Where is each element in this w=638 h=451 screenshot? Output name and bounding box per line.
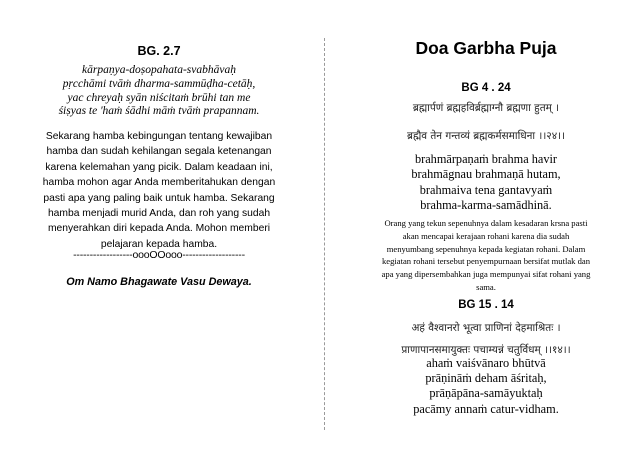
- translation-line: karena kelemahan yang picik. Dalam keadaan ini,: [45, 161, 273, 173]
- devanagari-verse-15-14: [334, 317, 638, 361]
- translation-4-24: [334, 217, 638, 294]
- translation-line: hamba dan sudah kehilangan segala ketenangan: [46, 146, 272, 158]
- devanagari-verse-4-24-2: [334, 129, 638, 144]
- translit-line: prāṇāpāna-samāyuktaḥ: [429, 386, 543, 401]
- translit-line: kārpaṇya-doṣopahata-svabhāvaḥ: [82, 64, 236, 76]
- translit-verse-4-24: [334, 152, 638, 214]
- translation-line: sama.: [476, 281, 496, 292]
- translit-line: prāṇināṁ deham āśritaḥ,: [425, 371, 547, 386]
- devanagari-line: अहं वैश्वानरो भूत्वा प्राणिनां देहमाश्रितः ।: [411, 322, 561, 334]
- devanagari-verse-4-24: [334, 101, 638, 116]
- translation-line: menyerahkan diri kepada Anda. Mohon memberi: [47, 223, 271, 235]
- translit-line: brahma-karma-samādhinā.: [420, 198, 552, 213]
- translit-line: pṛcchāmi tvāṁ dharma-sammūḍha-cetāḥ,: [62, 77, 256, 90]
- translit-line: brahmaiva tena gantavyaṁ: [419, 182, 553, 197]
- translation-line: hamba mohon agar Anda memberitahukan dengan: [42, 177, 276, 189]
- mantra-text: Om Namo Bhagawate Vasu Dewaya.: [66, 276, 252, 288]
- bg-15-14-heading: BG 15 . 14: [458, 299, 514, 311]
- column-divider: [324, 38, 325, 430]
- translation-line: menyumbang sepenuhnya kepada kegiatan rohani. Dalam: [386, 243, 586, 254]
- translit-line: yac chreyaḥ syān niścitaṁ brūhi tan me: [67, 91, 251, 104]
- bg-2-7-heading: BG. 2.7: [137, 44, 181, 58]
- devanagari-line: प्राणापानसमायुक्तः पचाम्यन्नं चतुर्विधम् ।।१४।।: [401, 344, 571, 356]
- verse-translit-2-7: [0, 64, 318, 119]
- translation-line: pasti apa yang paling baik untuk hamba. Sekarang: [43, 192, 275, 204]
- translation-line: Orang yang tekun sepenuhnya dalam kesadaran krsna pasti: [384, 218, 588, 228]
- translit-verse-15-14: [334, 356, 638, 417]
- translation-line: hamba menjadi murid Anda, dan roh yang sudah: [47, 208, 271, 220]
- translit-line: pacāmy annaṁ catur-vidham.: [413, 401, 559, 416]
- translation-2-7: [0, 129, 318, 252]
- devanagari-line: ब्रह्मार्पणं ब्रह्महविर्ब्रह्माग्नौ ब्रह्मणा हुतम् ।: [412, 102, 560, 114]
- translit-line: śiṣyas te 'haṁ śādhi māṁ tvāṁ prapannam.: [58, 105, 260, 118]
- ornamental-separator: ------------------oooOOooo-------------------: [73, 249, 245, 261]
- devanagari-line: ब्रह्मैव तेन गन्तव्यं ब्रह्मकर्मसमाधिना ।।२४।।: [407, 130, 565, 142]
- bg-4-24-heading: BG 4 . 24: [461, 82, 511, 94]
- page-title: Doa Garbha Puja: [415, 38, 557, 58]
- translation-line: Sekarang hamba kebingungan tentang kewajiban: [45, 131, 273, 142]
- translit-line: brahmāgnau brahmaṇā hutam,: [411, 167, 561, 182]
- translation-line: kegiatan rohani tersebut penyempurnaan bersifat mutlak dan: [381, 256, 591, 267]
- translation-line: akan mencapai kerajaan rohani karena dia sudah: [402, 230, 570, 241]
- translation-line: pelajaran kepada hamba.: [100, 238, 218, 250]
- translit-line: brahmārpaṇaṁ brahma havir: [414, 152, 558, 166]
- translation-line: apa yang dipersembahkan juga mempunyai sifat rohani yang: [381, 269, 591, 280]
- translit-line: ahaṁ vaiśvānaro bhūtvā: [426, 356, 546, 370]
